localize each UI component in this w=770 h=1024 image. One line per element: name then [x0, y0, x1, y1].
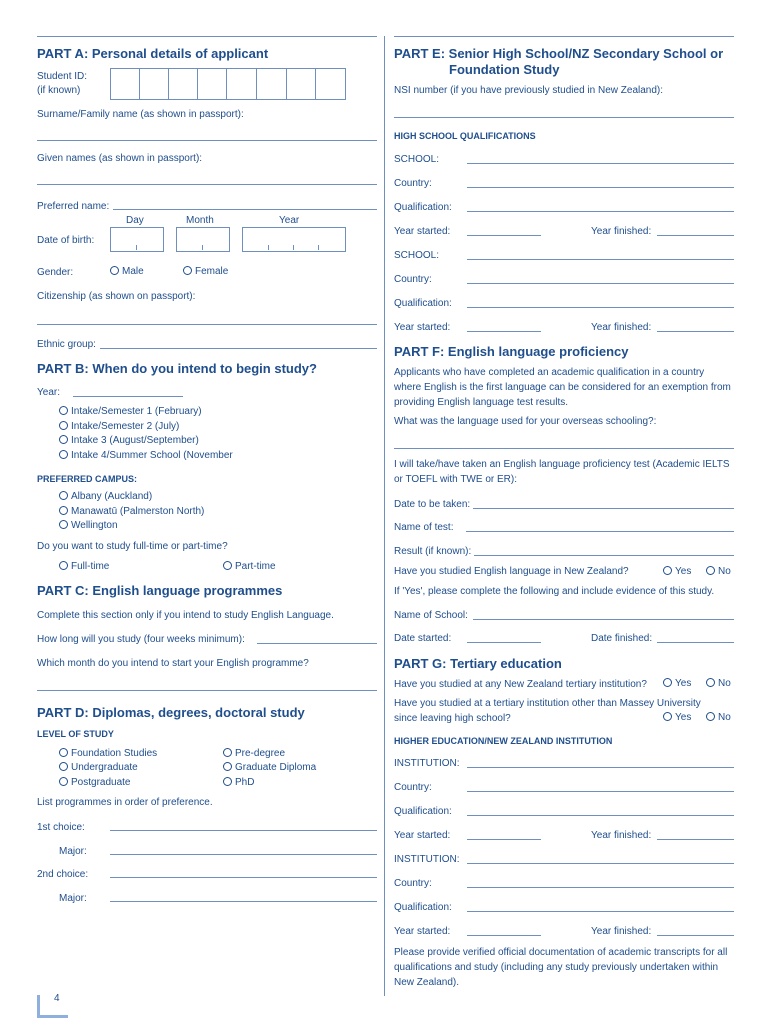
year-label: Year: [37, 387, 60, 398]
school-2-field[interactable] [467, 259, 734, 260]
year-started-3-label: Year started: [394, 830, 451, 841]
radio-icon [223, 762, 232, 771]
level-foundation-option[interactable]: Foundation Studies [59, 748, 157, 759]
year-finished-2-label: Year finished: [591, 322, 652, 333]
day-label: Day [126, 215, 144, 226]
part-b-title: PART B: When do you intend to begin study? [37, 361, 317, 376]
result-field[interactable] [474, 555, 734, 556]
campus-wellington-option[interactable]: Wellington [59, 520, 118, 531]
radio-icon [59, 777, 68, 786]
preferred-name-field[interactable] [113, 209, 377, 210]
major-2-label: Major: [59, 893, 87, 904]
country-2-label: Country: [394, 274, 432, 285]
qualification-3-field[interactable] [467, 815, 734, 816]
major-1-field[interactable] [110, 854, 377, 855]
institution-2-field[interactable] [467, 863, 734, 864]
ethnic-group-label: Ethnic group: [37, 339, 96, 350]
date-finished-label: Date finished: [591, 633, 653, 644]
high-school-quals-heading: HIGH SCHOOL QUALIFICATIONS [394, 131, 536, 141]
year-finished-2-field[interactable] [657, 331, 734, 332]
year-label: Year [279, 215, 300, 226]
radio-icon [59, 748, 68, 757]
part-d-title: PART D: Diplomas, degrees, doctoral study [37, 705, 305, 720]
radio-icon [59, 435, 68, 444]
month-label: Month [186, 215, 214, 226]
qualification-1-label: Qualification: [394, 202, 452, 213]
overseas-language-field[interactable] [394, 448, 734, 449]
part-c-title: PART C: English language programmes [37, 583, 283, 598]
radio-icon [223, 777, 232, 786]
higher-education-heading: HIGHER EDUCATION/NEW ZEALAND INSTITUTION [394, 736, 613, 746]
radio-icon [183, 266, 192, 275]
year-started-2-field[interactable] [467, 331, 541, 332]
dob-day-field[interactable] [110, 227, 164, 252]
year-finished-3-field[interactable] [657, 839, 734, 840]
radio-icon [59, 506, 68, 515]
page-corner-mark [37, 995, 68, 1018]
year-finished-3-label: Year finished: [591, 830, 652, 841]
qualification-4-label: Qualification: [394, 902, 452, 913]
studied-english-nz-question: Have you studied English language in New Zealand? [394, 566, 629, 577]
level-of-study-heading: LEVEL OF STUDY [37, 729, 114, 739]
citizenship-field[interactable] [37, 324, 377, 325]
first-choice-label: 1st choice: [37, 822, 85, 833]
radio-icon [59, 421, 68, 430]
country-2-field[interactable] [467, 283, 734, 284]
institution-1-field[interactable] [467, 767, 734, 768]
first-choice-field[interactable] [110, 830, 377, 831]
level-phd-option[interactable]: PhD [223, 777, 254, 788]
dob-label: Date of birth: [37, 235, 95, 246]
radio-icon [59, 491, 68, 500]
part-g-title: PART G: Tertiary education [394, 656, 562, 671]
date-taken-field[interactable] [473, 508, 734, 509]
given-names-label: Given names (as shown in passport): [37, 153, 203, 164]
which-month-field[interactable] [37, 690, 377, 691]
nz-tertiary-yes-option[interactable]: Yes [663, 678, 691, 689]
radio-icon [663, 712, 672, 721]
gender-female-option[interactable]: Female [183, 266, 228, 277]
radio-icon [223, 748, 232, 757]
year-started-4-field[interactable] [467, 935, 541, 936]
year-started-4-label: Year started: [394, 926, 451, 937]
second-choice-label: 2nd choice: [37, 869, 89, 880]
level-graddip-option[interactable]: Graduate Diploma [223, 762, 316, 773]
intake-4-option[interactable]: Intake 4/Summer School (November [59, 450, 233, 461]
major-2-field[interactable] [110, 901, 377, 902]
year-finished-4-label: Year finished: [591, 926, 652, 937]
radio-icon [663, 678, 672, 687]
intake-2-option[interactable]: Intake/Semester 2 (July) [59, 421, 179, 432]
level-undergraduate-option[interactable]: Undergraduate [59, 762, 138, 773]
country-4-field[interactable] [467, 887, 734, 888]
intake-1-option[interactable]: Intake/Semester 1 (February) [59, 406, 202, 417]
date-finished-field[interactable] [657, 642, 734, 643]
parttime-option[interactable]: Part-time [223, 561, 276, 572]
result-label: Result (if known): [394, 546, 472, 557]
radio-icon [59, 406, 68, 415]
name-of-school-field[interactable] [473, 619, 734, 620]
part-e-title-line-2: Foundation Study [449, 62, 560, 77]
dob-month-field[interactable] [176, 227, 230, 252]
surname-field[interactable] [37, 140, 377, 141]
other-tertiary-no-option[interactable]: No [706, 712, 731, 723]
how-long-field[interactable] [257, 643, 377, 644]
year-started-1-field[interactable] [467, 235, 541, 236]
date-started-label: Date started: [394, 633, 452, 644]
intake-3-option[interactable]: Intake 3 (August/September) [59, 435, 199, 446]
radio-icon [706, 712, 715, 721]
level-predegree-option[interactable]: Pre-degree [223, 748, 285, 759]
name-of-test-field[interactable] [466, 531, 734, 532]
level-postgraduate-option[interactable]: Postgraduate [59, 777, 131, 788]
ethnic-group-field[interactable] [100, 348, 377, 349]
fulltime-option[interactable]: Full-time [59, 561, 109, 572]
qualification-2-label: Qualification: [394, 298, 452, 309]
qualification-1-field[interactable] [467, 211, 734, 212]
studied-english-no-option[interactable]: No [706, 566, 731, 577]
name-of-test-label: Name of test: [394, 522, 454, 533]
year-finished-4-field[interactable] [657, 935, 734, 936]
overseas-language-label: What was the language used for your overseas schooling?: [394, 416, 657, 427]
year-started-1-label: Year started: [394, 226, 451, 237]
qualification-3-label: Qualification: [394, 806, 452, 817]
radio-icon [706, 678, 715, 687]
radio-icon [663, 566, 672, 575]
year-finished-1-label: Year finished: [591, 226, 652, 237]
other-tertiary-question-line-1: Have you studied at a tertiary institution other than Massey University [394, 698, 701, 709]
part-a-title: PART A: Personal details of applicant [37, 46, 269, 61]
part-f-intro: Applicants who have completed an academic qualification in a country where English is the first language can be considered for an exemption from providing English language test results. [394, 367, 731, 408]
school-2-label: SCHOOL: [394, 250, 440, 261]
nsi-label: NSI number (if you have previously studied in New Zealand): [394, 85, 664, 96]
institution-1-label: INSTITUTION: [394, 758, 460, 769]
name-of-school-label: Name of School: [394, 610, 468, 621]
qualification-4-field[interactable] [467, 911, 734, 912]
country-3-label: Country: [394, 782, 432, 793]
year-finished-1-field[interactable] [657, 235, 734, 236]
list-programmes-note: List programmes in order of preference. [37, 797, 213, 808]
country-1-field[interactable] [467, 187, 734, 188]
given-names-field[interactable] [37, 184, 377, 185]
radio-icon [59, 520, 68, 529]
other-tertiary-question-line-2: since leaving high school? [394, 713, 511, 724]
radio-icon [110, 266, 119, 275]
how-long-label: How long will you study (four weeks minimum): [37, 634, 245, 645]
year-started-3-field[interactable] [467, 839, 541, 840]
student-id-field[interactable] [110, 68, 346, 100]
part-c-note: Complete this section only if you intend to study English Language. [37, 610, 334, 621]
date-taken-label: Date to be taken: [394, 499, 471, 510]
column-divider [384, 36, 385, 996]
campus-albany-option[interactable]: Albany (Auckland) [59, 491, 152, 502]
nsi-field[interactable] [394, 117, 734, 118]
campus-manawatu-option[interactable]: Manawatū (Palmerston North) [59, 506, 204, 517]
radio-icon [59, 450, 68, 459]
nz-tertiary-no-option[interactable]: No [706, 678, 731, 689]
country-3-field[interactable] [467, 791, 734, 792]
if-yes-note: If 'Yes', please complete the following and include evidence of this study. [394, 586, 715, 597]
proficiency-test-note: I will take/have taken an English language proficiency test (Academic IELTS or TOEFL with TWE or ER): [394, 459, 730, 485]
if-known-label: (if known) [37, 85, 81, 96]
gender-male-option[interactable]: Male [110, 266, 144, 277]
fulltime-question: Do you want to study full-time or part-time? [37, 541, 228, 552]
institution-2-label: INSTITUTION: [394, 854, 460, 865]
radio-icon [706, 566, 715, 575]
student-id-label: Student ID: [37, 71, 88, 82]
major-1-label: Major: [59, 846, 87, 857]
studied-english-yes-option[interactable]: Yes [663, 566, 691, 577]
preferred-campus-heading: PREFERRED CAMPUS: [37, 474, 138, 484]
surname-label: Surname/Family name (as shown in passport): [37, 109, 244, 120]
qualification-2-field[interactable] [467, 307, 734, 308]
year-started-2-label: Year started: [394, 322, 451, 333]
citizenship-label: Citizenship (as shown on passport): [37, 291, 196, 302]
radio-icon [59, 762, 68, 771]
which-month-label: Which month do you intend to start your English programme? [37, 658, 309, 669]
documentation-note: Please provide verified official documentation of academic transcripts for all qualifications and study (including any study previously undertaken within New Zealand). [394, 947, 728, 988]
preferred-name-label: Preferred name: [37, 201, 110, 212]
second-choice-field[interactable] [110, 877, 377, 878]
gender-label: Gender: [37, 267, 74, 278]
school-1-field[interactable] [467, 163, 734, 164]
part-e-title-line-1: PART E: Senior High School/NZ Secondary School or [394, 46, 724, 61]
date-started-field[interactable] [467, 642, 541, 643]
other-tertiary-yes-option[interactable]: Yes [663, 712, 691, 723]
dob-year-field[interactable] [242, 227, 346, 252]
country-1-label: Country: [394, 178, 432, 189]
country-4-label: Country: [394, 878, 432, 889]
nz-tertiary-question: Have you studied at any New Zealand tertiary institution? [394, 679, 647, 690]
radio-icon [59, 561, 68, 570]
radio-icon [223, 561, 232, 570]
school-1-label: SCHOOL: [394, 154, 440, 165]
page-number: 4 [54, 993, 60, 1004]
start-year-field[interactable] [73, 396, 183, 397]
part-f-title: PART F: English language proficiency [394, 344, 629, 359]
